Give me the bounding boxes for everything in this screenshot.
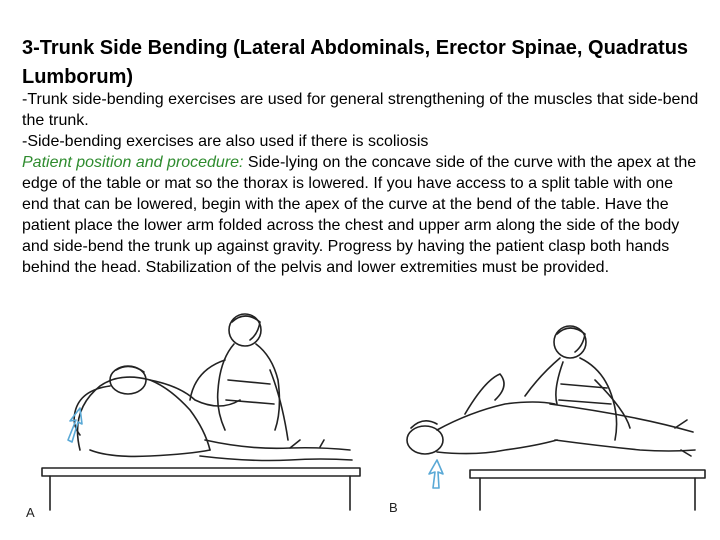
figure-b xyxy=(375,300,715,515)
procedure-paragraph xyxy=(22,152,702,278)
body-text xyxy=(22,89,702,297)
side-bending-illustration-a xyxy=(20,300,380,515)
bullet-purpose: -Trunk side-bending exercises are used for general strengthening of the muscles that side-bend the trunk. xyxy=(22,91,699,129)
procedure-label: Patient position and procedure: xyxy=(22,154,244,171)
figure-label-a: A xyxy=(26,505,35,520)
side-bending-illustration-b xyxy=(375,300,715,515)
procedure-text: Side-lying on the concave side of the curve with the apex at the edge of the table or mat so the thorax is lowered. If you have access to a split table with one end that can be lowered, begin with the apex of the curve at the bend of the table. Have the patient place the lower arm folded across the chest and upper arm along the side of the body and side-bend the trunk up against gravity. Progress by having the patient clasp both hands behind the head. Stabilization of the pelvis and lower extremities must be provided. xyxy=(22,154,697,276)
figure-a xyxy=(20,300,380,520)
page-title: 3-Trunk Side Bending (Lateral Abdominals, Erector Spinae, Quadratus Lumborum) xyxy=(22,37,689,88)
figure-label-b: B xyxy=(389,500,398,515)
bullet-scoliosis: -Side-bending exercises are also used if there is scoliosis xyxy=(22,133,429,150)
